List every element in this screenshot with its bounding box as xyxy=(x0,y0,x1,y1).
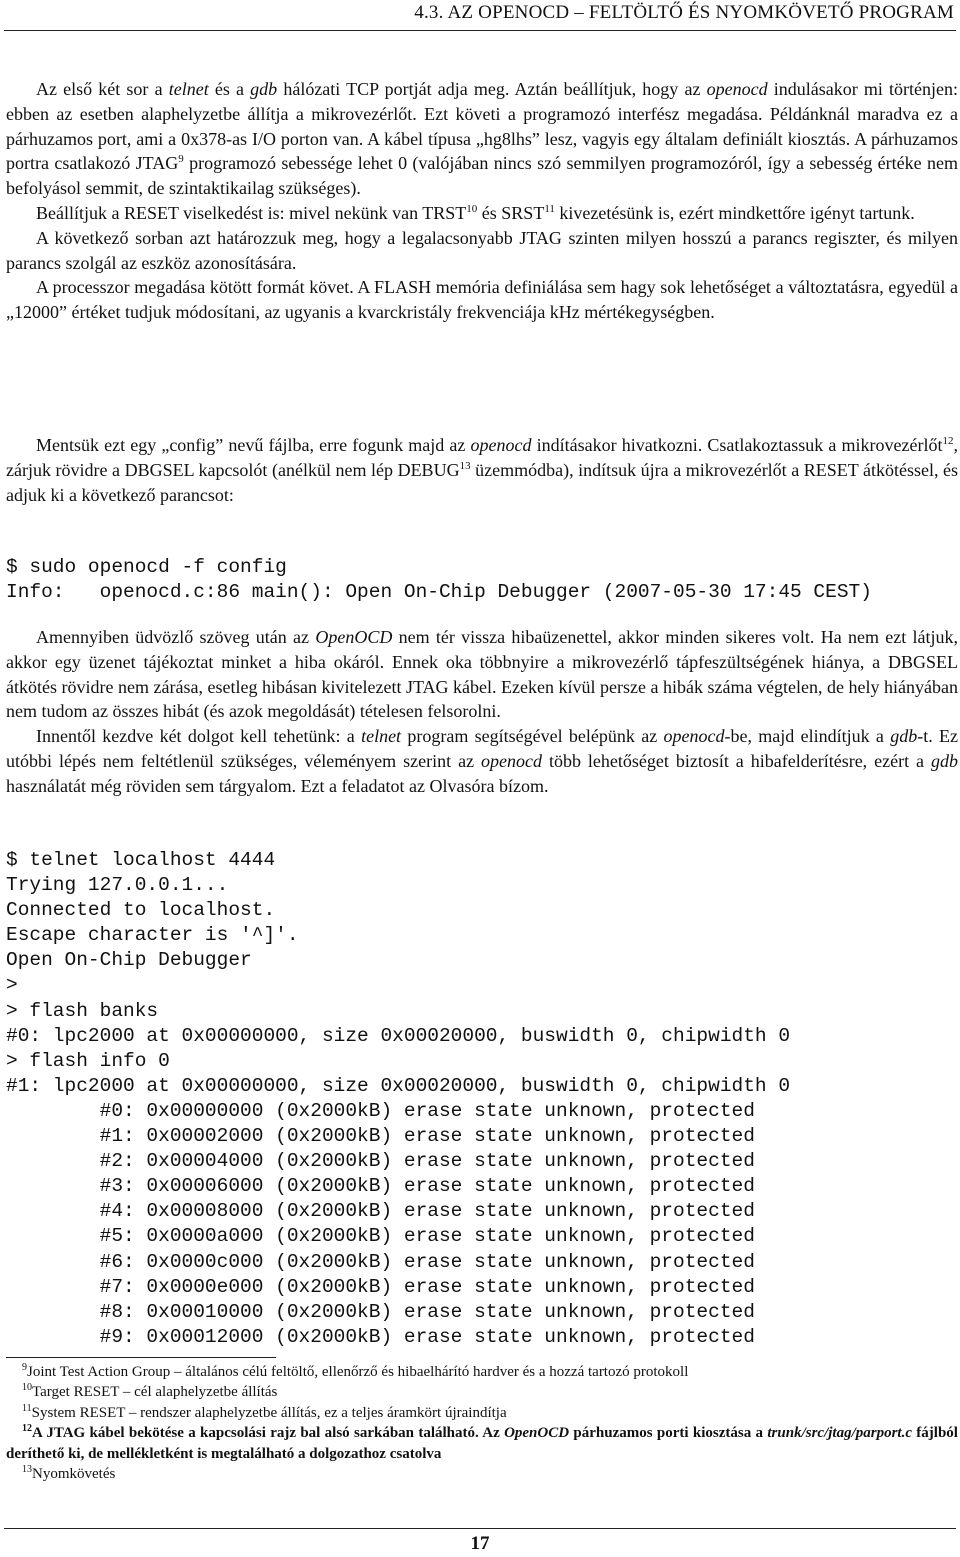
footnote-9: $^9$Joint Test Action Group – általános célú feltöltő, ellenőrző és hibaelhárító hardver és a hozzá tartozó protokoll xyxy=(22,1362,689,1380)
running-header: 4.3. AZ OPENOCD – FELTÖLTŐ ÉS NYOMKÖVETŐ PROGRAM xyxy=(414,2,954,23)
footnote-rule xyxy=(6,1357,276,1358)
footer-rule xyxy=(4,1528,956,1529)
footnote-ref-12[interactable]: 12 xyxy=(942,435,954,447)
paragraph-result: Amennyiben üdvözlő szöveg után az OpenOCD nem tér vissza hibaüzenettel, akkor minden sikeres volt. Ha nem ezt látjuk, akkor egy üzenet tájékoztat minket a hiba okáról. Ennek oka többnyire a mikrovezérlő tápfeszültségének hiánya, a DBGSEL átkötés rövidre nem zárása, esetleg hibásan kivitelezett JTAG kábel. Ezeken kívül persze a hibák száma végtelen, de hely hiányában nem tudom az összes hibát (és azok megoldását) tételesen felsorolni. Innentől kezdve két dolgot kell tehetünk: a telnet program segítségével belépünk az openocd-be, majd elindítjuk a gdb-t. Ez utóbbi lépés nem feltétlenül szükséges, véleményem szerint az openocd több lehetőséget biztosít a hibafelderítésre, ezért a gdb használatát még röviden sem tárgyalom. Ezt a feladatot az Olvasóra bízom. xyxy=(6,627,959,796)
footnote-ref-10[interactable]: 10 xyxy=(466,202,478,215)
paragraph-save-config: Mentsük ezt egy „config” nevű fájlba, erre fogunk majd az openocd indításakor hivatkozni. Csatlakoztassuk a mikrovezérlőt$^{12}$, zárjuk rövidre a DBGSEL kapcsolót (anélkül nem lép DEBUG$^{13}$ üzemmódba), indítsuk újra a mikrovezérlőt a RESET átkötéssel, és adjuk ki a következő parancsot: xyxy=(6,435,958,505)
page-number: 17 xyxy=(470,1533,490,1554)
code-block-openocd-start: $ sudo openocd -f config Info: openocd.c:86 main(): Open On-Chip Debugger (2007-05-30 17:45 CEST) xyxy=(6,556,872,604)
footnote-13: $^{13}$Nyomkövetés xyxy=(22,1464,116,1483)
footnote-10: $^{10}$Target RESET – cél alaphelyzetbe állítás xyxy=(22,1382,278,1401)
footnote-ref-13[interactable]: 13 xyxy=(459,459,471,472)
code-block-telnet-session: $ telnet localhost 4444 Trying 127.0.0.1... Connected to localhost. Escape character is '^]'. Open On-Chip Debugger > > flash banks #0: lpc2000 at 0x00000000, size 0x00020000, buswidth 0, chipwidth 0 > flash info 0 #1: lpc2000 at 0x00000000, size 0x00020000, buswidth 0, chipwidth 0 #0: 0x00000000 (0x2000kB) erase state unknown, protected #1: 0x00002000 (0x2000kB) erase state unknown, protected #2: 0x00004000 (0x2000kB) erase state unknown, protected #3: 0x00006000 (0x2000kB) erase state unknown, protected #4: 0x00008000 (0x2000kB) erase state unknown, protected #5: 0x0000a000 (0x2000kB) erase state unknown, protected #6: 0x0000c000 (0x2000kB) erase state unknown, protected #7: 0x0000e000 (0x2000kB) erase state unknown, protected #8: 0x00010000 (0x2000kB) erase state unknown, protected #9: 0x00012000 (0x2000kB) erase state unknown, protected xyxy=(6,849,791,1348)
footnote-ref-11[interactable]: 11 xyxy=(544,202,555,215)
footnote-11: $^{11}$System RESET – rendszer alaphelyzetbe állítás, ez a teljes áramkört újraindítja xyxy=(22,1402,507,1421)
footnotes xyxy=(6,1362,958,1484)
footnote-12: $^{12}$A JTAG kábel bekötése a kapcsolási rajz bal alsó sarkában található. Az OpenOCD párhuzamos porti kiosztása a trunk/src/jtag/parport.c fájlból deríthető ki, de mellékletként is megtalálható a dolgozathoz csatolva xyxy=(6,1423,958,1462)
footnote-ref-9[interactable]: 9 xyxy=(178,153,184,166)
paragraph-config-explanation: Az első két sor a telnet és a gdb hálózati TCP portját adja meg. Aztán beállítjuk, hogy az openocd indulásakor mi történjen: ebben az esetben alaphelyzetbe állítja a mikrovezérlőt. Ezt követi a programozó interfész megadása. Példánknál maradva ez a párhuzamos port, ami a 0x378-as I/O porton van. A kábel típusa „hg8lhs” lesz, vagyis egy általam definiált kiosztás. A párhuzamos portra csatlakozó JTAG$^9$ programozó sebessége lehet 0 (valójában nincs szó semmilyen programozóról, így a sebesség értéke nem befolyásol semmit, de szintaktikailag szükséges). Beállítjuk a RESET viselkedést is: mivel nekünk van TRST$^{10}$ és SRST$^{11}$ kivezetésünk is, ezért mindkettőre igényt tartunk. A következő sorban azt határozzuk meg, hogy a legalacsonyabb JTAG szinten milyen hosszú a parancs regiszter, és milyen parancs szolgál az eszköz azonosítására. A processzor megadása kötött formát követ. A FLASH memória definiálása sem hagy sok lehetőséget a változtatásra, egyedül a „12000” értéket tudjuk módosítani, az ugyanis a kvarckristály frekvenciája kHz mértékegységben. xyxy=(6,79,958,323)
header-rule xyxy=(4,30,956,31)
